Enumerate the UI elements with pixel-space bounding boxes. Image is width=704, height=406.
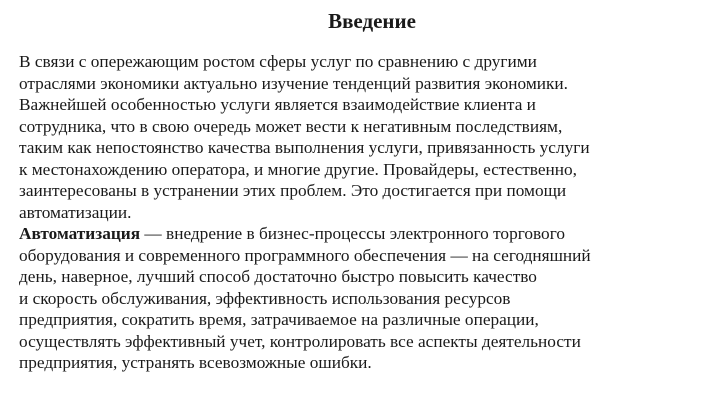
text-line: день, наверное, лучший способ достаточно быстро повысить качество — [19, 267, 537, 286]
term-automation: Автоматизация — [19, 224, 141, 243]
paragraph-automation — [19, 223, 699, 374]
text-line: В связи с опережающим ростом сферы услуг по сравнению с другими — [19, 52, 537, 71]
text-line: сотрудника, что в свою очередь может вести к негативным последствиям, — [19, 116, 563, 136]
page-title: Введение — [328, 9, 416, 33]
text-line: к местонахождению оператора, и многие другие. Провайдеры, естественно, — [19, 159, 577, 179]
text-line — [19, 223, 699, 245]
definition-start: — внедрение в бизнес-процессы электронного торгового — [140, 224, 565, 243]
text-line: таким как непостоянство качества выполнения услуги, привязанность услуги — [19, 138, 590, 157]
text-line: предприятия, сократить время, затрачиваемое на различные операции, — [19, 310, 539, 329]
text-line: и скорость обслуживания, эффективность использования ресурсов — [19, 288, 511, 308]
text-line: предприятия, устранять всевозможные ошибки. — [19, 353, 372, 372]
text-line: отраслями экономики актуально изучение тенденций развития экономики. — [19, 73, 568, 93]
text-line: осуществлять эффективный учет, контролировать все аспекты деятельности — [19, 331, 581, 351]
text-line: автоматизации. — [19, 202, 132, 222]
text-line: Важнейшей особенностью услуги является взаимодействие клиента и — [19, 95, 536, 114]
text-line: заинтересованы в устранении этих проблем. Это достигается при помощи — [19, 181, 567, 200]
document-body — [19, 51, 699, 374]
text-line: оборудования и современного программного обеспечения — на сегодняшний — [19, 245, 591, 265]
paragraph-intro — [19, 51, 699, 223]
